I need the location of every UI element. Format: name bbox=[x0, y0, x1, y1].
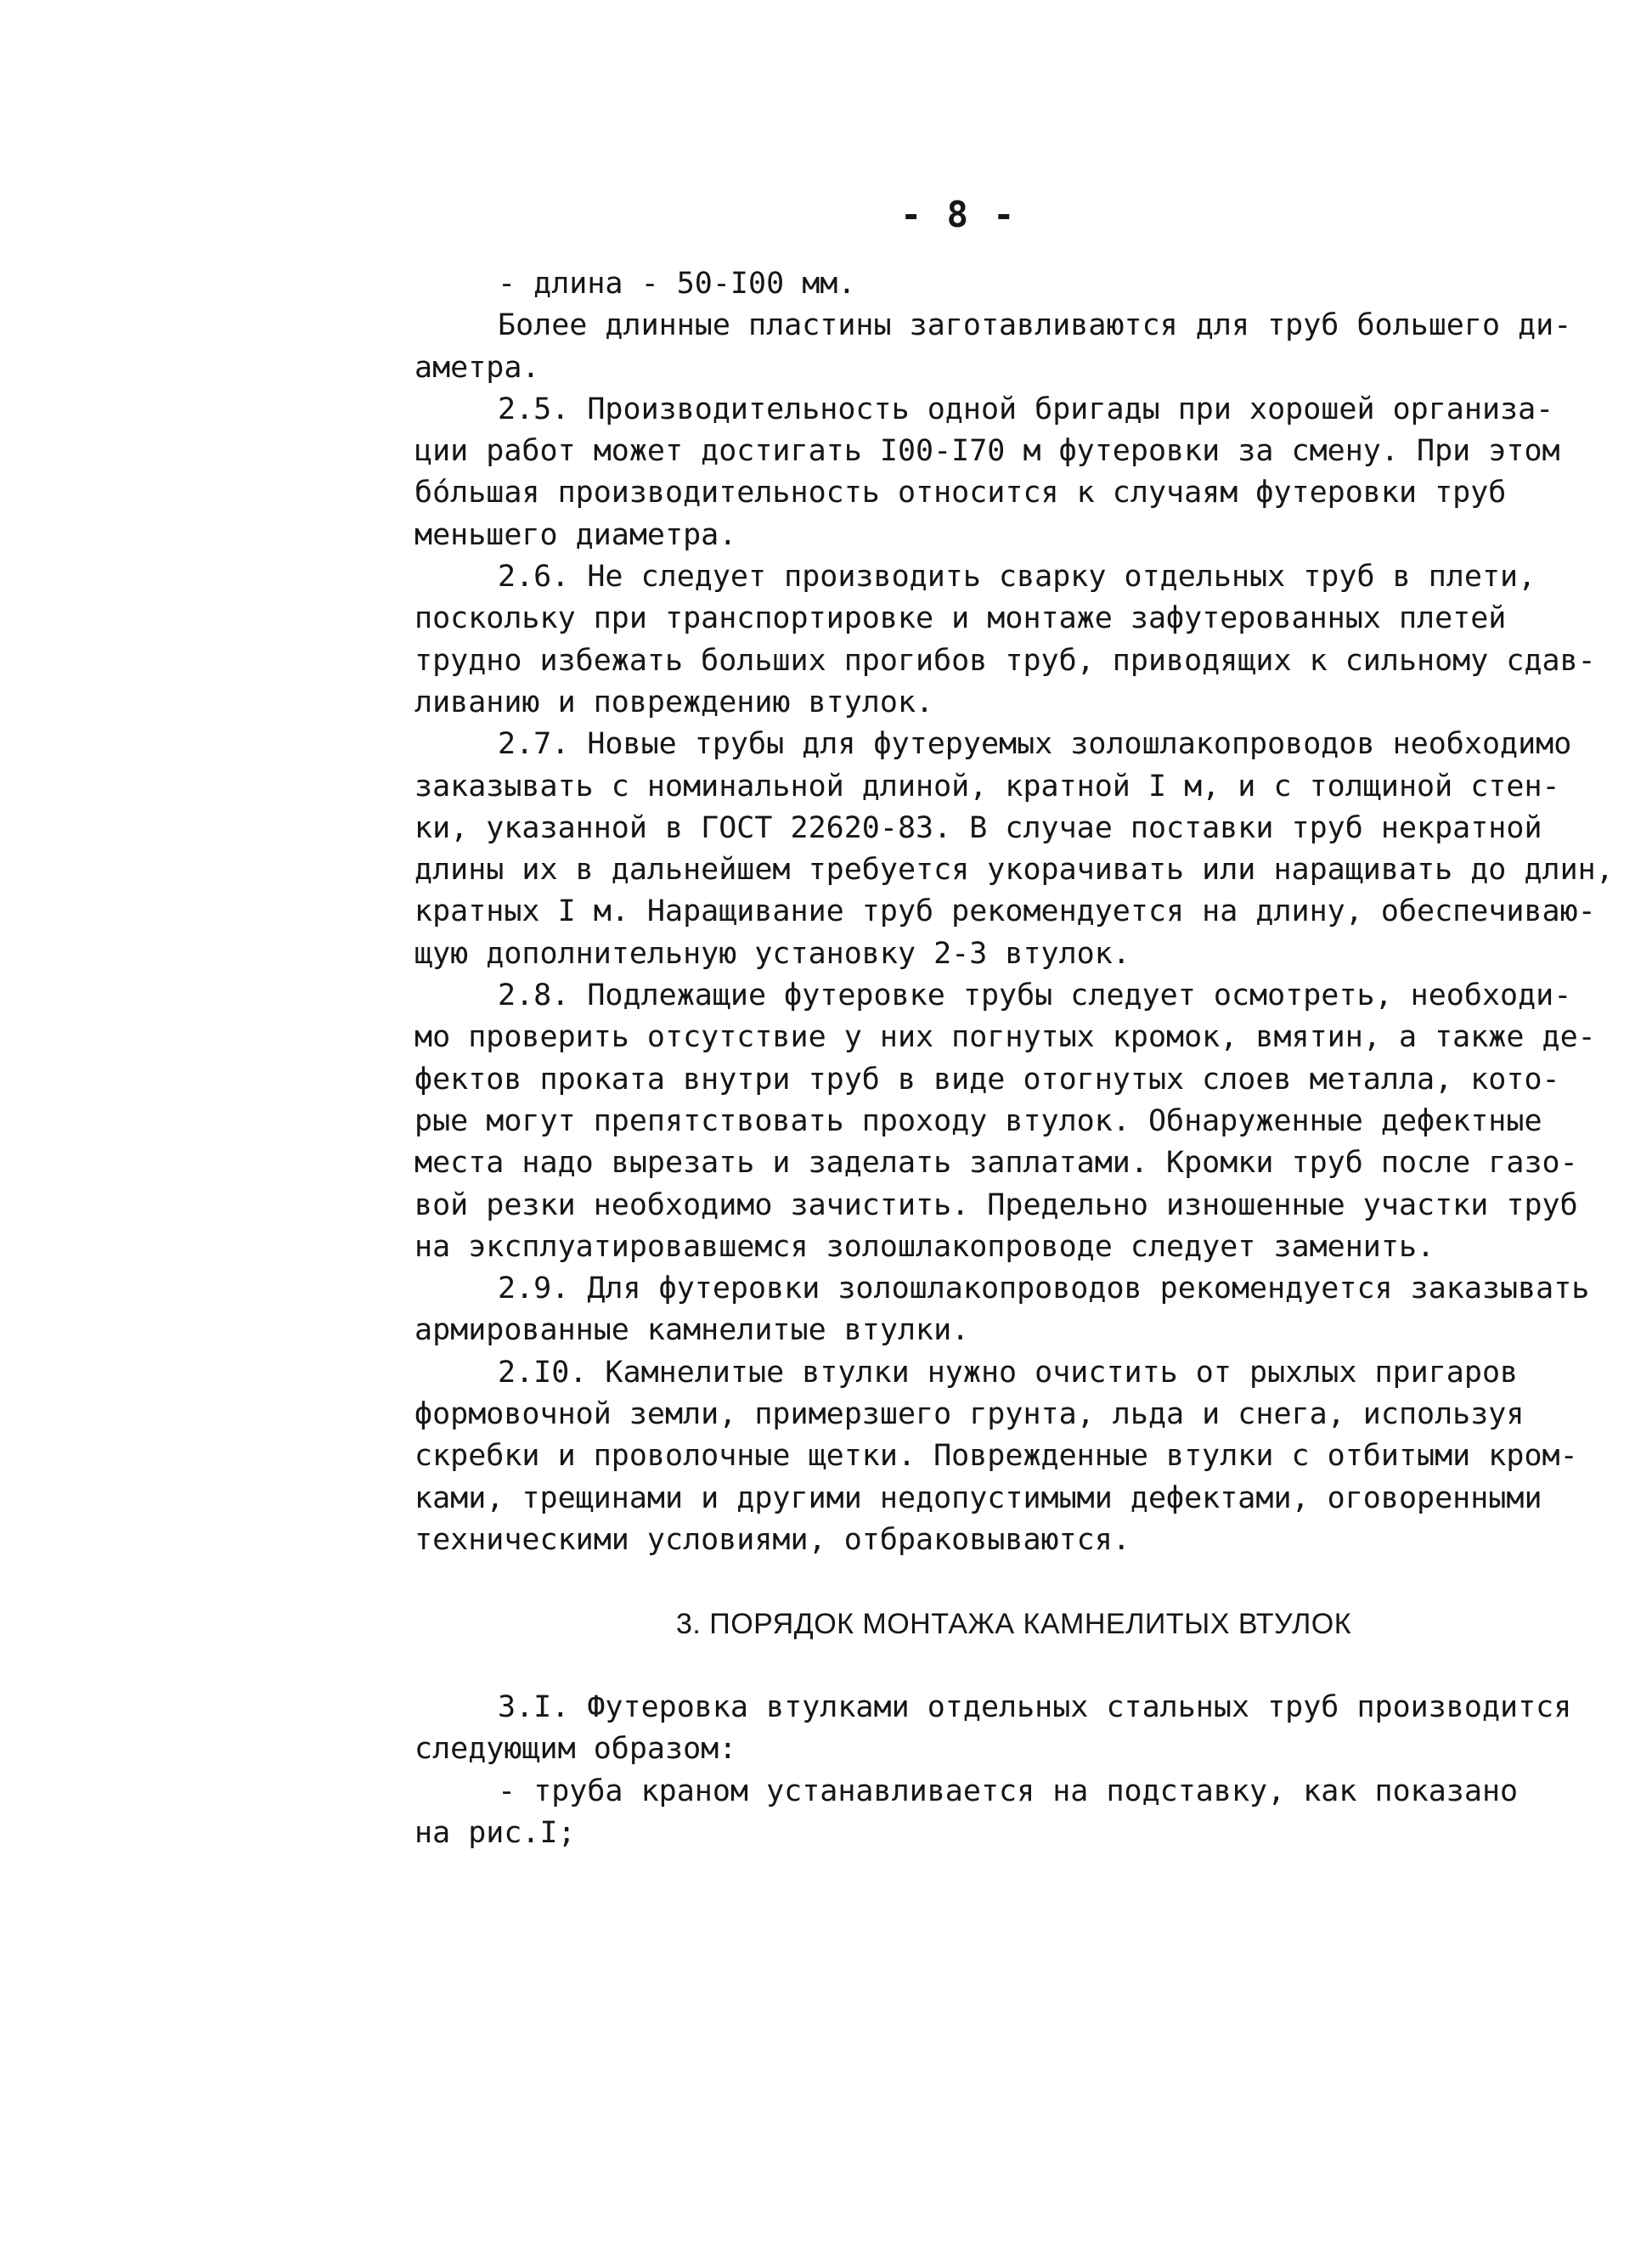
text-line: 2.7. Новые трубы для футеруемых золошлакопроводов необходимо bbox=[498, 727, 1572, 762]
text-line: на эксплуатировавшемся золошлакопроводе следует заменить. bbox=[414, 1229, 1435, 1264]
text-line: аметра. bbox=[414, 350, 540, 385]
text-line: ками, трещинами и другими недопустимыми дефектами, оговоренными bbox=[414, 1480, 1542, 1515]
text-line: кратных I м. Наращивание труб рекомендуется на длину, обеспечиваю- bbox=[414, 894, 1596, 929]
text-line: места надо вырезать и заделать заплатами. Кромки труб после газо- bbox=[414, 1146, 1578, 1181]
text-line: вой резки необходимо зачистить. Предельно изношенные участки труб bbox=[414, 1187, 1578, 1222]
text-line: - длина - 50-I00 мм. bbox=[498, 267, 856, 301]
text-line: Более длинные пластины заготавливаются для труб большего ди- bbox=[498, 308, 1572, 343]
text-line: формовочной земли, примерзшего грунта, льда и снега, используя bbox=[414, 1397, 1525, 1432]
text-line: 2.9. Для футеровки золошлакопроводов рекомендуется заказывать bbox=[498, 1272, 1590, 1306]
text-line: меньшего диаметра. bbox=[414, 517, 737, 552]
text-line: ливанию и повреждению втулок. bbox=[414, 685, 934, 719]
text-line: щую дополнительную установку 2-3 втулок. bbox=[414, 936, 1130, 971]
spacer bbox=[414, 1645, 1536, 1687]
text-line: армированные камнелитые втулки. bbox=[414, 1313, 970, 1348]
text-line: - труба краном устанавливается на подставку, как показано bbox=[498, 1774, 1519, 1808]
text-line: рые могут препятствовать проходу втулок. Обнаруженные дефектные bbox=[414, 1103, 1542, 1138]
spacer bbox=[414, 1561, 1536, 1603]
text-line: 2.I0. Камнелитые втулки нужно очистить от рыхлых пригаров bbox=[498, 1355, 1519, 1390]
text-line: ки, указанной в ГОСТ 22620-83. В случае поставки труб некратной bbox=[414, 810, 1542, 845]
text-line: длины их в дальнейшем требуется укорачивать или наращивать до длин, bbox=[414, 853, 1614, 888]
page-number: - 8 - bbox=[900, 194, 1017, 235]
text-line: трудно избежать больших прогибов труб, приводящих к сильному сдав- bbox=[414, 643, 1596, 678]
section-heading: 3. ПОРЯДОК МОНТАЖА КАМНЕЛИТЫХ ВТУЛОК bbox=[676, 1607, 1352, 1640]
text-line: ции работ может достигать I00-I70 м футеровки за смену. При этом bbox=[414, 434, 1560, 469]
text-line: 2.6. Не следует производить сварку отдельных труб в плети, bbox=[498, 560, 1536, 595]
text-line: мо проверить отсутствие у них погнутых кромок, вмятин, а также де- bbox=[414, 1020, 1596, 1055]
text-line: следующим образом: bbox=[414, 1732, 737, 1767]
text-line: фектов проката внутри труб в виде отогнутых слоев металла, кото- bbox=[414, 1062, 1560, 1097]
text-line: поскольку при транспортировке и монтаже зафутерованных плетей bbox=[414, 601, 1507, 636]
text-line: скребки и проволочные щетки. Поврежденные втулки с отбитыми кром- bbox=[414, 1439, 1578, 1474]
text-line: заказывать с номинальной длиной, кратной I м, и с толщиной стен- bbox=[414, 769, 1560, 804]
text-line: 3.I. Футеровка втулками отдельных стальных труб производится bbox=[498, 1690, 1572, 1725]
text-line: на рис.I; bbox=[414, 1815, 576, 1850]
text-line: бóльшая производительность относится к случаям футеровки труб bbox=[414, 476, 1507, 510]
body-text bbox=[414, 263, 1614, 1854]
text-line: техническими условиями, отбраковываются. bbox=[414, 1522, 1130, 1557]
text-line: 2.8. Подлежащие футеровке трубы следует осмотреть, необходи- bbox=[498, 978, 1572, 1013]
text-line: 2.5. Производительность одной бригады при хорошей организа- bbox=[498, 392, 1554, 426]
